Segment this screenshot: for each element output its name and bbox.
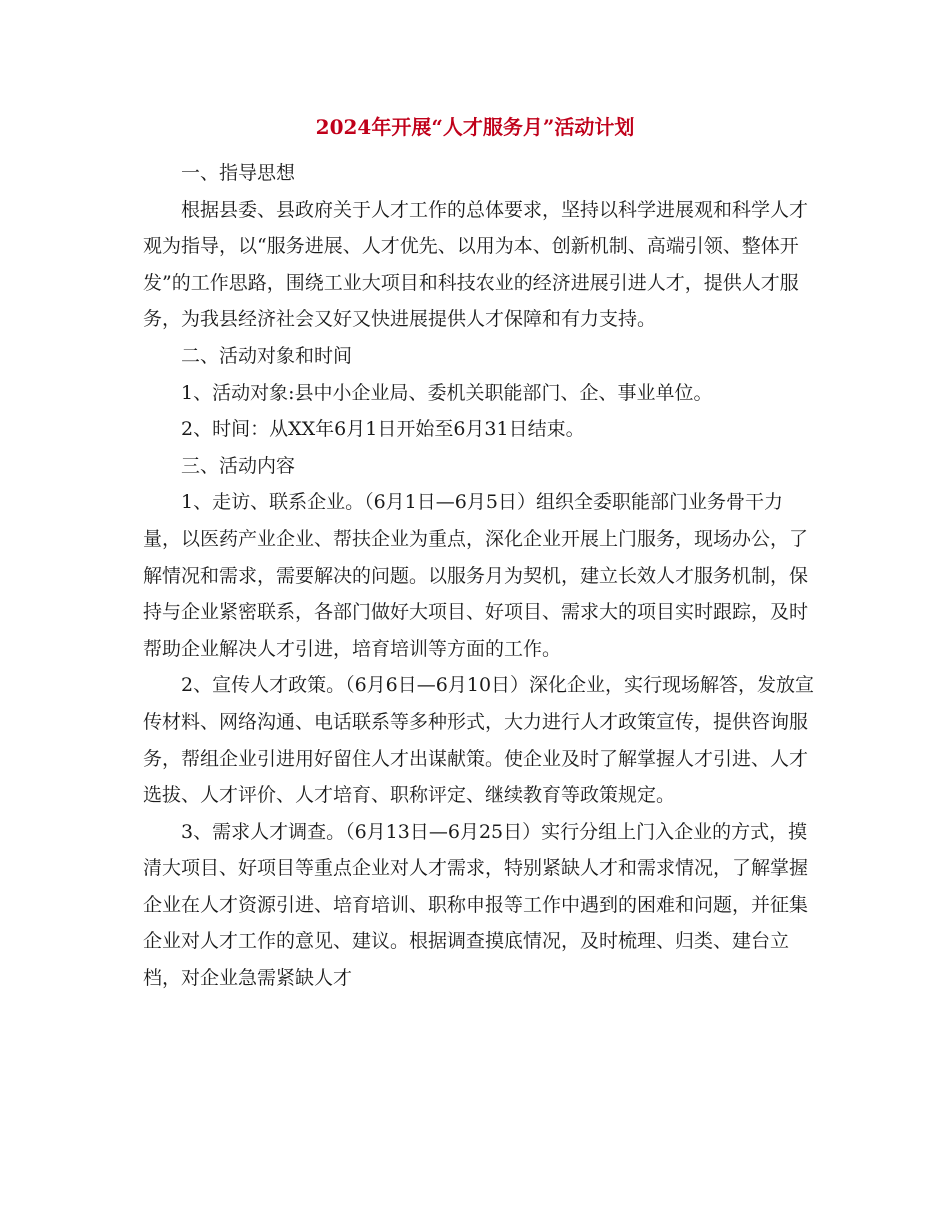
body-paragraph: 2、时间：从XX年6月1日开始至6月31日结束。 (181, 418, 585, 441)
section-heading: 一、指导思想 (181, 162, 296, 184)
body-paragraph: 3、需求人才调查。（6月13日—6月25日）实行分组上门入企业的方式，摸清大项目、好项目等重点企业对人才需求，特别紧缺人才和需求情况，了解掌握企业在人才资源引进、培育培训、职称申报等工作中遇到的困难和问题，并征集企业对人才工作的意见、建议。根据调查摸底情况，及时梳理、归类、建台立档，对企业急需紧缺人才 (143, 820, 809, 990)
body-paragraph: 2、宣传人才政策。（6月6日—6月10日）深化企业，实行现场解答，发放宣传材料、网络沟通、电话联系等多种形式，大力进行人才政策宣传，提供咨询服务，帮组企业引进用好留住人才出谋献策。使企业及时了解掌握人才引进、人才选拔、人才评价、人才培育、职称评定、继续教育等政策规定。 (143, 674, 815, 807)
body-paragraph: 1、走访、联系企业。（6月1日—6月5日）组织全委职能部门业务骨干力量，以医药产业企业、帮扶企业为重点，深化企业开展上门服务，现场办公，了解情况和需求，需要解决的问题。以服务月为契机，建立长效人才服务机制，保持与企业紧密联系，各部门做好大项目、好项目、需求大的项目实时跟踪，及时帮助企业解决人才引进，培育培训等方面的工作。 (143, 491, 809, 660)
body-paragraph: 1、活动对象:县中小企业局、委机关职能部门、企、事业单位。 (181, 381, 713, 404)
section-heading: 三、活动内容 (181, 454, 296, 477)
section-heading: 二、活动对象和时间 (181, 344, 353, 367)
document-title: 2024年开展“人才服务月”活动计划 (315, 115, 635, 139)
body-paragraph: 根据县委、县政府关于人才工作的总体要求，坚持以科学进展观和科学人才观为指导，以“服务进展、人才优先、以用为本、创新机制、高端引领、整体开发”的工作思路，围绕工业大项目和科技农业的经济进展引进人才，提供人才服务，为我县经济社会又好又快进展提供人才保障和有力支持。 (143, 198, 809, 331)
document-body (143, 155, 815, 997)
